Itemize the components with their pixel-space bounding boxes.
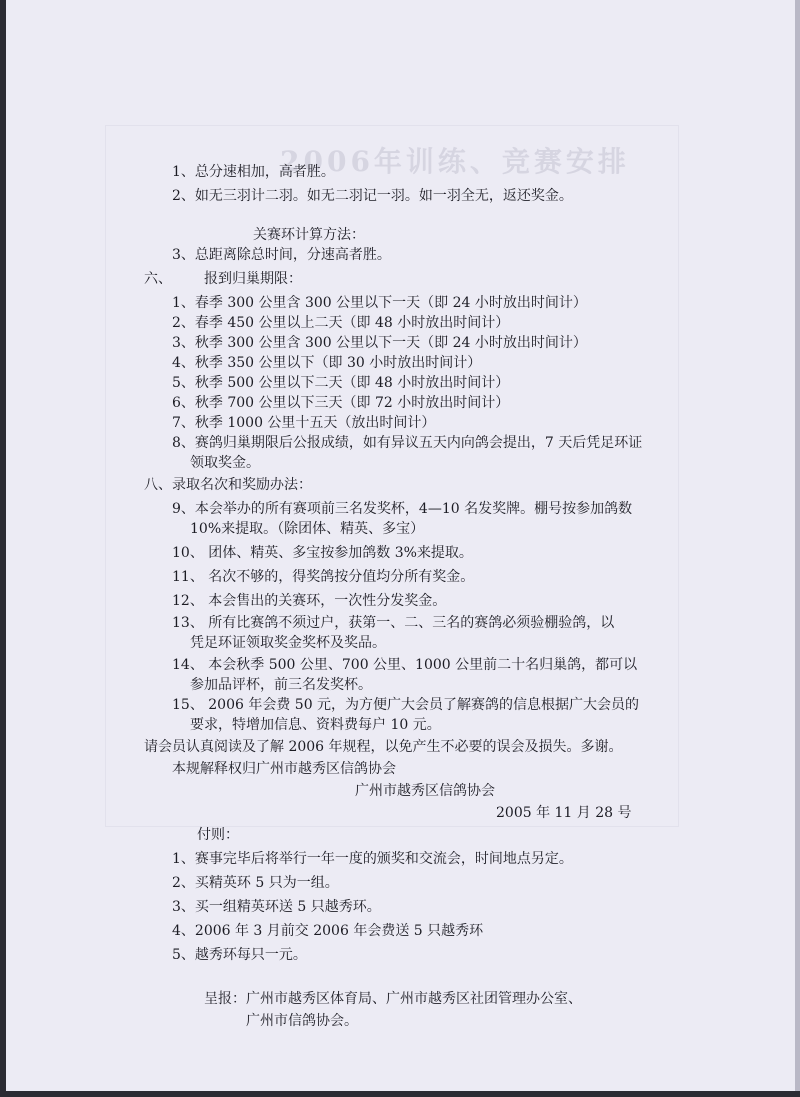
notice-text: 请会员认真阅读及了解 2006 年规程，以免产生不必要的误会及损失。多谢。 bbox=[144, 739, 623, 755]
submit-line-cont: 广州市信鸽协会。 bbox=[246, 1013, 358, 1029]
ring-calc-item: 3、总距离除总时间，分速高者胜。 bbox=[172, 247, 391, 263]
section6-heading: 报到归巢期限： bbox=[204, 271, 302, 287]
submit-line: 呈报：广州市越秀区体育局、广州市越秀区社团管理办公室、 bbox=[204, 991, 582, 1007]
deadline-item-cont: 领取奖金。 bbox=[190, 455, 260, 471]
award-item: 11、 名次不够的，得奖鸽按分值均分所有奖金。 bbox=[172, 569, 475, 585]
award-item-cont: 参加品评杯，前三名发奖杯。 bbox=[190, 677, 372, 693]
award-item: 12、 本会售出的关赛环，一次性分发奖金。 bbox=[172, 593, 447, 609]
scan-edge-right bbox=[795, 0, 800, 1097]
appendix-item: 3、买一组精英环送 5 只越秀环。 bbox=[172, 899, 381, 915]
deadline-item: 3、秋季 300 公里含 300 公里以下一天（即 24 小时放出时间计） bbox=[172, 335, 587, 351]
appendix-item: 5、越秀环每只一元。 bbox=[172, 947, 307, 963]
deadline-item: 1、春季 300 公里含 300 公里以下一天（即 24 小时放出时间计） bbox=[172, 295, 587, 311]
award-item-cont: 要求，特增加信息、资料费每户 10 元。 bbox=[190, 717, 441, 733]
deadline-item: 6、秋季 700 公里以下三天（即 72 小时放出时间计） bbox=[172, 395, 510, 411]
deadline-item: 2、春季 450 公里以上二天（即 48 小时放出时间计） bbox=[172, 315, 510, 331]
deadline-item: 8、赛鸽归巢期限后公报成绩，如有异议五天内向鸽会提出，7 天后凭足环证 bbox=[172, 435, 643, 451]
section6-number: 六、 bbox=[144, 271, 172, 287]
ring-calc-heading: 关赛环计算方法： bbox=[253, 227, 365, 243]
deadline-item: 4、秋季 350 公里以下（即 30 小时放出时间计） bbox=[172, 355, 482, 371]
rule-line: 1、总分速相加，高者胜。 bbox=[172, 164, 335, 180]
scan-edge-left bbox=[0, 0, 6, 1097]
award-item: 10、 团体、精英、多宝按参加鸽数 3%来提取。 bbox=[172, 545, 473, 561]
section8-heading: 八、录取名次和奖励办法： bbox=[144, 477, 312, 493]
signature-date: 2005 年 11 月 28 号 bbox=[496, 805, 632, 821]
award-item: 9、本会举办的所有赛项前三名发奖杯，4—10 名发奖牌。棚号按参加鸽数 bbox=[172, 501, 633, 517]
signature-org: 广州市越秀区信鸽协会 bbox=[355, 783, 495, 799]
deadline-item: 5、秋季 500 公里以下二天（即 48 小时放出时间计） bbox=[172, 375, 510, 391]
interpretation-text: 本规解释权归广州市越秀区信鸽协会 bbox=[172, 761, 396, 777]
award-item: 15、 2006 年会费 50 元，为方便广大会员了解赛鸽的信息根据广大会员的 bbox=[172, 697, 640, 713]
appendix-item: 4、2006 年 3 月前交 2006 年会费送 5 只越秀环 bbox=[172, 923, 484, 939]
appendix-heading: 付则： bbox=[197, 827, 239, 843]
award-item: 13、 所有比赛鸽不须过户，获第一、二、三名的赛鸽必须验棚验鸽，以 bbox=[172, 615, 615, 631]
deadline-item: 7、秋季 1000 公里十五天（放出时间计） bbox=[172, 415, 436, 431]
award-item-cont: 凭足环证领取奖金奖杯及奖品。 bbox=[190, 635, 386, 651]
scan-edge-bottom bbox=[0, 1091, 800, 1097]
bleed-through-title: 2006年训练、竞赛安排 bbox=[280, 145, 630, 178]
award-item: 14、 本会秋季 500 公里、700 公里、1000 公里前二十名归巢鸽，都可以 bbox=[172, 657, 638, 673]
appendix-item: 2、买精英环 5 只为一组。 bbox=[172, 875, 339, 891]
appendix-item: 1、赛事完毕后将举行一年一度的颁奖和交流会，时间地点另定。 bbox=[172, 851, 573, 867]
award-item-cont: 10%来提取。（除团体、精英、多宝） bbox=[190, 521, 425, 537]
rule-line: 2、如无三羽计二羽。如无二羽记一羽。如一羽全无，返还奖金。 bbox=[172, 188, 573, 204]
